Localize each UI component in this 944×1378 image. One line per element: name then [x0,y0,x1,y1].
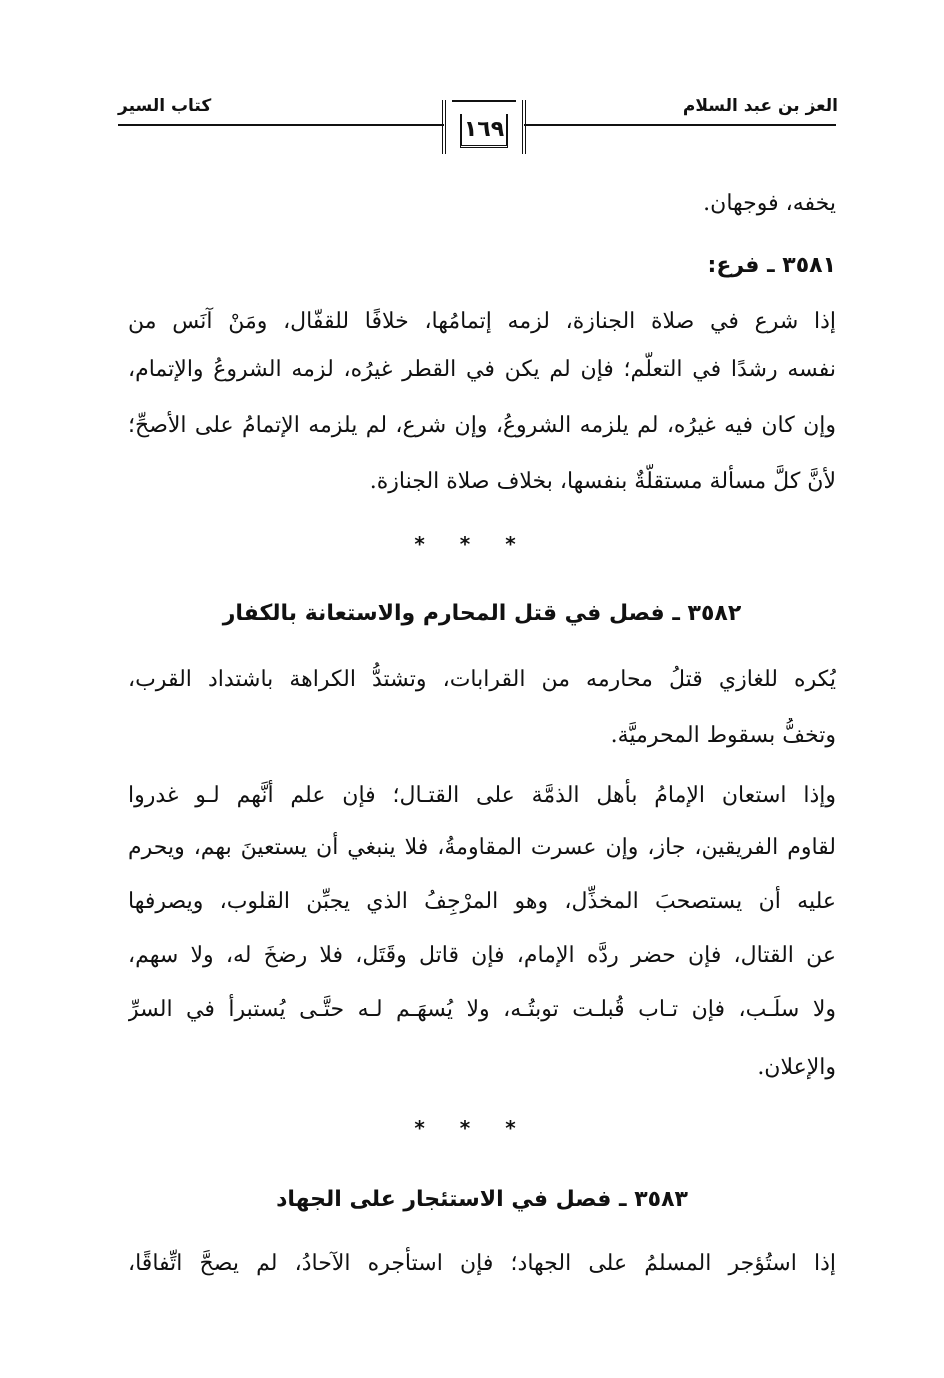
text-line: عن القتال، فإن حضر ردَّه الإمام، فإن قاتل وقَتَل، فلا رضخَ له، ولا سهم، [128,943,836,968]
header-author: العز بن عبد السلام [682,96,838,116]
text-line: إذا شرع في صلاة الجنازة، لزمه إتمامُها، خلافًا للقفّال، ومَنْ آنَس من [128,309,836,334]
header-rule-left [118,124,444,126]
chapter-heading: ٣٥٨٢ ـ فصل في قتل المحارم والاستعانة بالكفار [222,601,742,626]
text-line: إذا استُؤجر المسلمُ على الجهاد؛ فإن استأجره الآحادُ، لم يصحَّ اتِّفاقًا، [128,1251,836,1276]
header-book-title: كتاب السير [118,96,212,116]
page-number-cap [452,100,516,102]
text-line: وإن كان فيه غيرُه، لم يلزمه الشروعُ، وإن شرع، لم يلزمه الإتمامُ على الأصحِّ؛ [128,413,836,438]
text-line: يُكره للغازي قتلُ محارمه من القرابات، وتشتدُّ الكراهة باشتداد القرب، [128,667,836,692]
text-line: ولا سلَـب، فإن تـاب قُبلـت توبتُـه، ولا يُسهَـم لـه حتَّـى يُستبرأ في السرِّ [128,997,836,1022]
header-rule-right [524,124,836,126]
text-line: لقاوم الفريقين، جاز، وإن عسرت المقاومةُ، فلا ينبغي أن يستعينَ بهم، ويحرم [128,835,836,860]
chapter-heading: ٣٥٨٣ ـ فصل في الاستئجار على الجهاد [276,1187,688,1212]
text-line: وتخفُّ بسقوط المحرميَّة. [610,723,836,748]
page-number-frame [442,100,526,154]
text-line: عليه أن يستصحبَ المخذِّل، وهو المرْجِفُ الذي يجبِّن القلوب، ويصرفها [128,889,836,914]
page-number: ١٦٩ [460,114,508,148]
text-line: نفسه رشدًا في التعلُّم؛ فإن لم يكن في القطر غيرُه، لزمه الشروعُ والإتمام، [128,357,836,382]
text-line: يخفه، فوجهان. [703,191,836,216]
section-heading: ٣٥٨١ ـ فرع: [707,253,836,278]
separator-stars: * * * [414,532,530,556]
text-line: لأنَّ كلَّ مسألة مستقلَّةٌ بنفسها، بخلاف صلاة الجنازة. [369,469,836,494]
text-line: والإعلان. [757,1055,836,1080]
text-line: وإذا استعان الإمامُ بأهل الذمَّة على القتـال؛ فإن علم أنَّهم لـو غدروا [128,783,836,808]
separator-stars: * * * [414,1116,530,1140]
